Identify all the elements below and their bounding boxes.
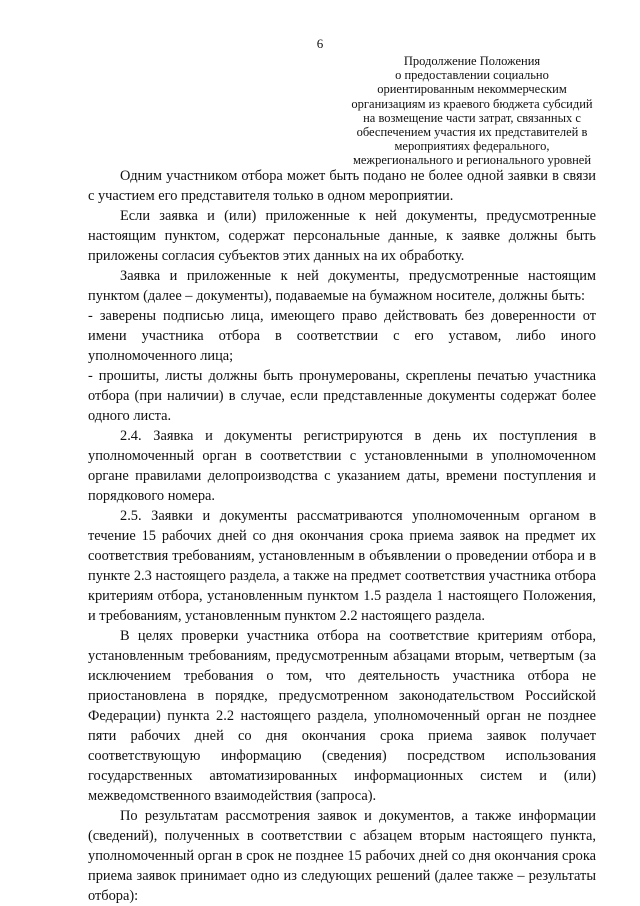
paragraph: Если заявка и (или) приложенные к ней документы, предусмотренные настоящим пунктом, содержат персональные данные, к заявке должны быть приложены согласия субъектов этих данных на их обработку. bbox=[88, 208, 596, 264]
paragraph: По результатам рассмотрения заявок и документов, а также информации (сведений), полученных в соответствии с абзацем вторым настоящего пункта, уполномоченный орган в срок не позднее 15 рабочих дней со дня окончания срока приема заявок принимает одно из следующих решений (далее также – результаты отбора): bbox=[88, 808, 596, 904]
document-header bbox=[332, 54, 612, 168]
paragraph: В целях проверки участника отбора на соответствие критериям отбора, установленным требованиям, предусмотренным абзацами вторым, четвертым (за исключением требования о том, что деятельность участника отбора не приостановлена в порядке, предусмотренном законодательством Российской Федерации) пункта 2.2 настоящего раздела, уполномоченный орган не позднее пяти рабочих дней со дня окончания срока приема заявок получает соответствующую информацию (сведения) посредством использования государственных автоматизированных информационных систем и (или) межведомственного взаимодействия (запроса). bbox=[88, 628, 596, 804]
header-line: на возмещение части затрат, связанных с bbox=[363, 110, 581, 125]
header-line: межрегионального и регионального уровней bbox=[352, 153, 592, 168]
page-number: 6 bbox=[316, 36, 324, 51]
paragraph: 2.4. Заявка и документы регистрируются в день их поступления в уполномоченный орган в соответствии с установленными в уполномоченном органе правилами делопроизводства с указанием даты, времени поступления и порядкового номера. bbox=[88, 428, 596, 504]
header-line: о предоставлении социально bbox=[395, 68, 549, 83]
list-item: - прошиты, листы должны быть пронумерованы, скреплены печатью участника отбора (при наличии) в случае, если представленные документы содержат более одного листа. bbox=[88, 368, 596, 424]
header-line: мероприятиях федерального, bbox=[394, 139, 550, 154]
document-body bbox=[88, 166, 596, 906]
header-line: Продолжение Положения bbox=[403, 54, 541, 68]
list-item: - заверены подписью лица, имеющего право действовать без доверенности от имени участника отбора в соответствии с его уставом, либо иного уполномоченного лица; bbox=[88, 308, 596, 364]
header-line: обеспечением участия их представителей в bbox=[356, 125, 588, 140]
header-line: организациям из краевого бюджета субсидий bbox=[351, 96, 593, 111]
paragraph: Одним участником отбора может быть подано не более одной заявки в связи с участием его представителя только в одном мероприятии. bbox=[88, 168, 596, 204]
header-line: ориентированным некоммерческим bbox=[377, 82, 567, 97]
paragraph: Заявка и приложенные к ней документы, предусмотренные настоящим пунктом (далее – документы), подаваемые на бумажном носителе, должны быть: bbox=[88, 268, 596, 304]
paragraph: 2.5. Заявки и документы рассматриваются уполномоченным органом в течение 15 рабочих дней со дня окончания срока приема заявок на предмет их соответствия требованиям, установленным в объявлении о проведении отбора и в пункте 2.3 настоящего раздела, а также на предмет соответствия участника отбора критериям отбора, установленным пунктом 1.5 раздела 1 настоящего Положения, и требованиям, установленным пунктом 2.2 настоящего раздела. bbox=[88, 508, 596, 624]
